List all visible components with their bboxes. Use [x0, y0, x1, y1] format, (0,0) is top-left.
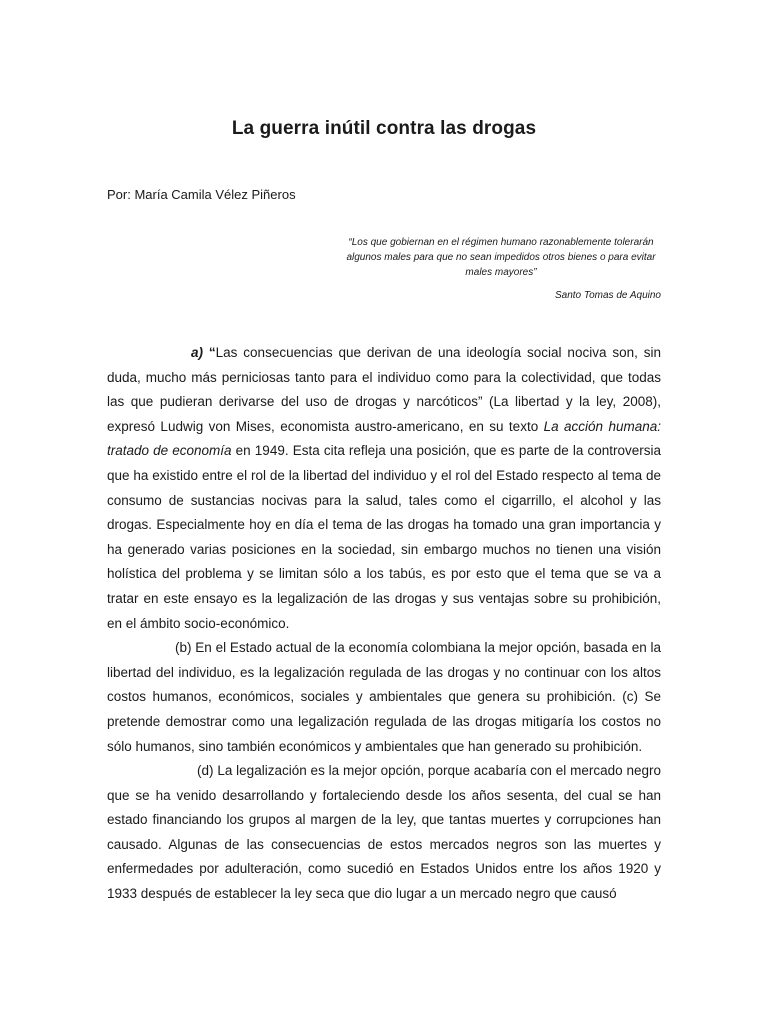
- essay-body: [107, 341, 661, 907]
- author-byline: Por: María Camila Vélez Piñeros: [107, 187, 296, 202]
- paragraph-a: [107, 341, 661, 636]
- paragraph-b: (b) En el Estado actual de la economía colombiana la mejor opción, basada en la libertad del individuo, es la legalización regulada de las drogas y no continuar con los altos costos humanos, económicos, sociales y ambientales que genera su prohibición. (c) Se pretende demostrar como una legalización regulada de las drogas mitigaría los costos no sólo humanos, sino también económicos y ambientales que han generado su prohibición.: [107, 640, 661, 754]
- book-title: La acción humana: tratado de economía: [107, 418, 661, 459]
- opening-quote-mark: “: [208, 345, 216, 360]
- paragraph-d: (d) La legalización es la mejor opción, porque acabaría con el mercado negro que se ha venido desarrollando y fortaleciendo desde los años sesenta, del cual se han estado financiando los grupos al margen de la ley, que tantas muertes y corrupciones han causado. Algunas de las consecuencias de estos mercados negros son las muertes y enfermedades por adulteración, como sucedió en Estados Unidos entre los años 1920 y 1933 después de establecer la ley seca que dio lugar a un mercado negro que causó: [107, 763, 661, 902]
- epigraph-quote: “Los que gobiernan en el régimen humano razonablemente tolerarán algunos males para que no sean impedidos otros bienes o para evitar males mayores”: [346, 237, 656, 278]
- epigraph-author: Santo Tomas de Aquino: [554, 290, 661, 301]
- paragraph-marker: a): [191, 345, 204, 360]
- paragraph-a-text-2: en 1949. Esta cita refleja una posición, que es parte de la controversia que ha existido entre el rol de la libertad del individuo y el rol del Estado respecto al tema de consumo de sustancias nocivas para la salud, tales como el cigarrillo, el alcohol y las drogas. Especialmente hoy en día el tema de las drogas ha tomado una gran importancia y ha generado varias posiciones en la sociedad, sin embargo muchos no tienen una visión holística del problema y se limitan sólo a los tabús, es por esto que el tema que se va a tratar en este ensayo es la legalización de las drogas y sus ventajas sobre su prohibición, en el ámbito socio-económico.: [107, 443, 661, 631]
- paragraph-a-text-1: Las consecuencias que derivan de una ideología social nociva son, sin duda, mucho más perniciosas tanto para el individuo como para la colectividad, que todas las que pudieran derivarse del uso de drogas y narcóticos” (La libertad y la ley, 2008), expresó Ludwig von Mises, economista austro-americano, en su texto: [107, 345, 661, 434]
- document-title: La guerra inútil contra las drogas: [231, 118, 537, 139]
